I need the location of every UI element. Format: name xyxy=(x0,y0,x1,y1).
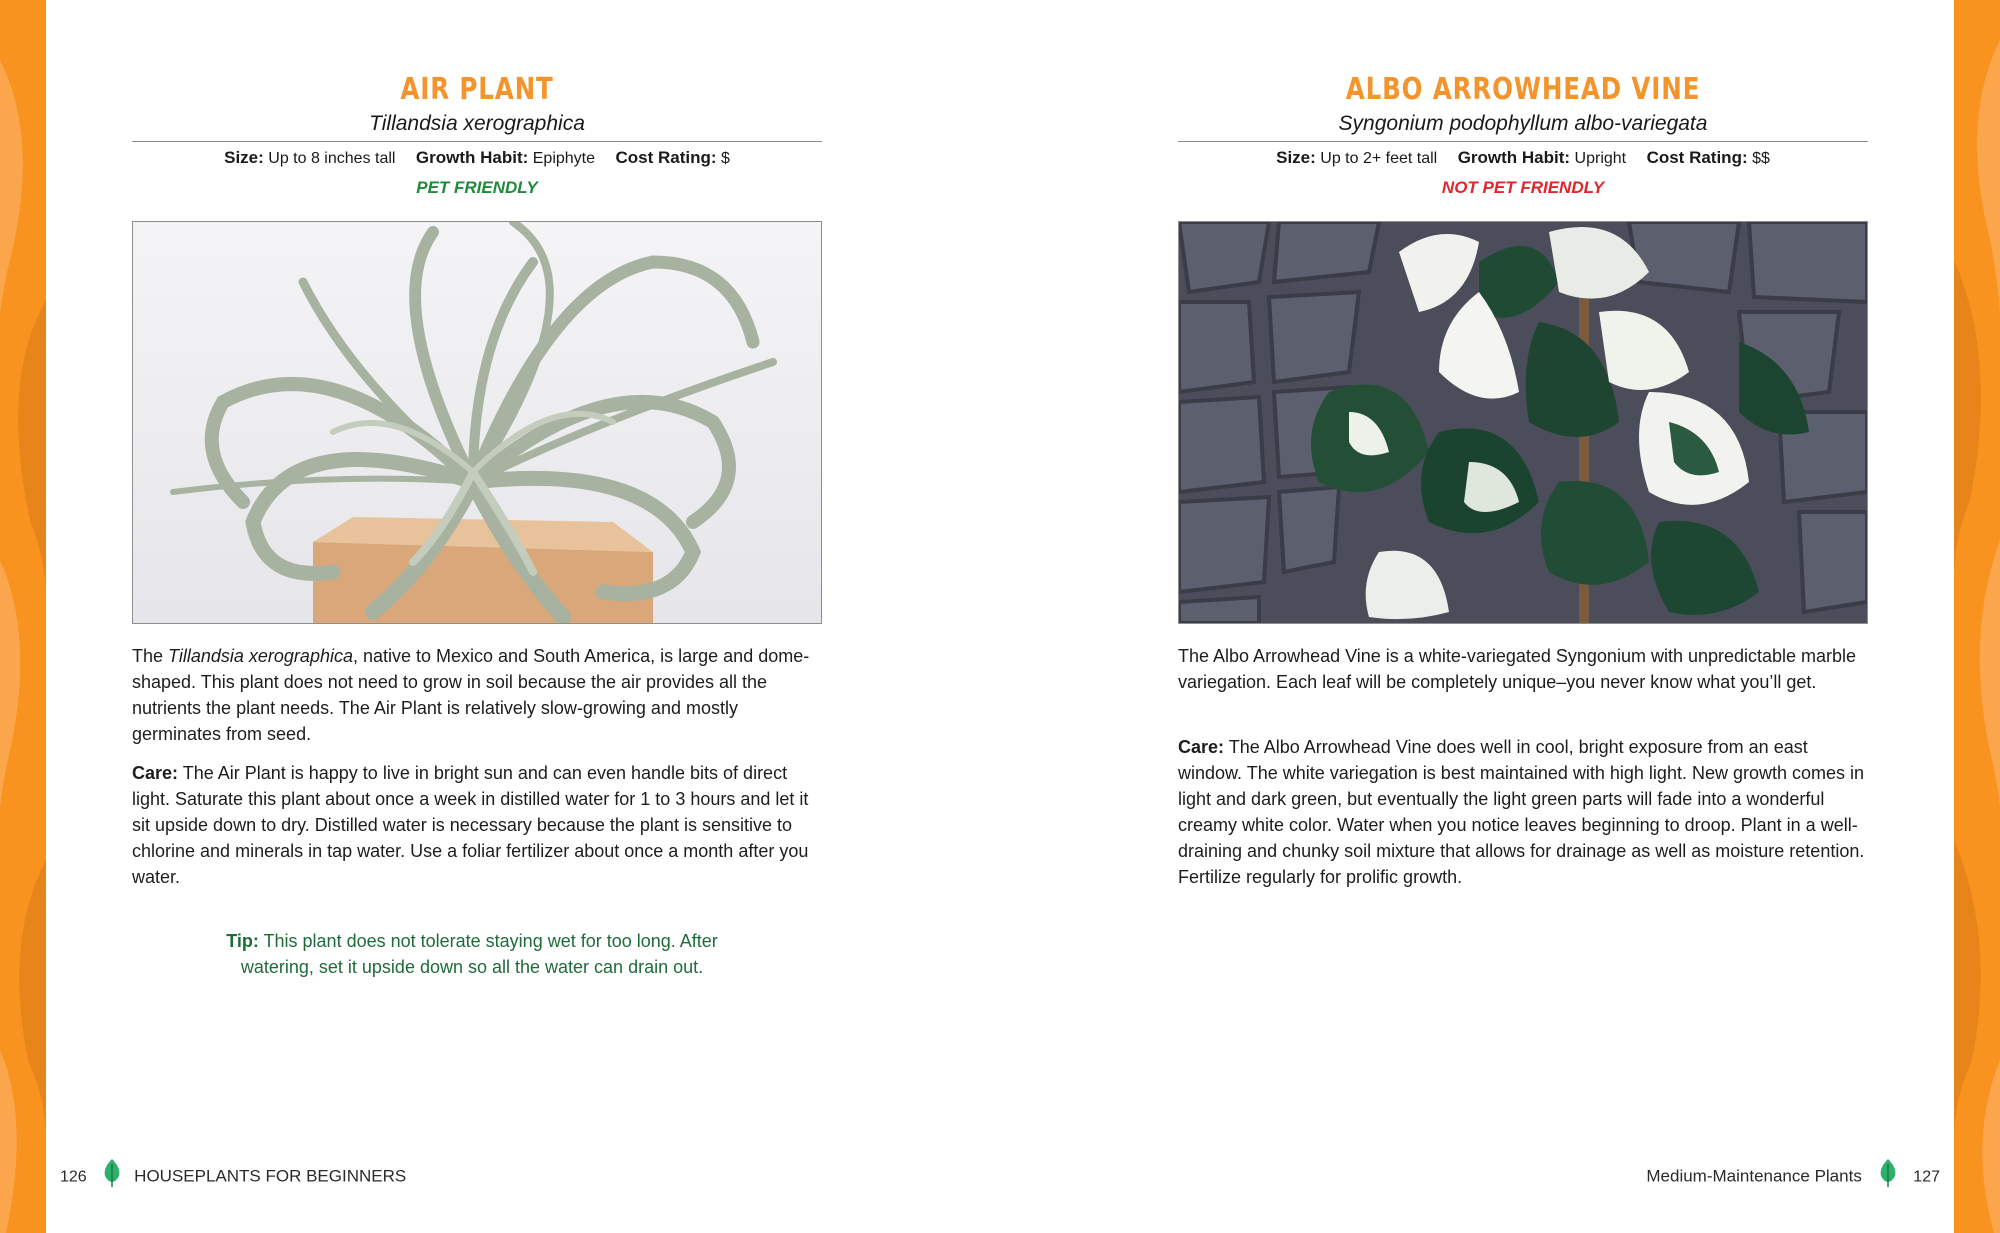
page-number: 126 xyxy=(60,1168,87,1186)
tip-text: This plant does not tolerate staying wet for too long. After watering, set it upside down so all the water can drain out. xyxy=(240,931,718,977)
right-footer xyxy=(1646,1158,1940,1196)
care-paragraph xyxy=(1178,734,1868,890)
tip-box xyxy=(202,928,742,980)
pet-status: PET FRIENDLY xyxy=(416,178,538,197)
chapter-title: Medium-Maintenance Plants xyxy=(1646,1166,1862,1186)
albo-arrowhead-vine-photo xyxy=(1178,221,1868,624)
left-decorative-stripe xyxy=(0,0,46,1233)
plant-title: AIR PLANT xyxy=(400,72,554,107)
size-value: Up to 8 inches tall xyxy=(268,150,396,167)
plant-description xyxy=(132,643,822,747)
care-text: The Albo Arrowhead Vine does well in cool, bright exposure from an east window. The white variegation is best maintained with high light. New growth comes in light and dark green, but eventually the light green parts will fade into a wonderful creamy white color. Water when you notice leaves beginning to droop. Plant in a well-draining and chunky soil mixture that allows for drainage as well as moisture retention. Fertilize regularly for prolific growth. xyxy=(1178,737,1865,887)
growth-habit-value: Epiphyte xyxy=(532,150,596,167)
size-value: Up to 2+ feet tall xyxy=(1320,150,1438,167)
title-divider xyxy=(132,141,822,142)
tip-label: Tip: xyxy=(226,931,259,951)
book-title: HOUSEPLANTS FOR BEGINNERS xyxy=(134,1166,407,1186)
plant-description: The Albo Arrowhead Vine is a white-variegated Syngonium with unpredictable marble variegation. Each leaf will be completely unique–you never know what you’ll get. xyxy=(1178,646,1857,692)
description-text: , native to Mexico and South America, is large and dome-shaped. This plant does not need to grow in soil because the air provides all the nutrients the plant needs. The Air Plant is relatively slow-growing and mostly germinates from seed. xyxy=(132,646,810,744)
description-scientific-name: Tillandsia xerographica xyxy=(168,646,353,666)
care-label: Care: xyxy=(132,763,179,783)
care-paragraph xyxy=(132,760,822,890)
left-page xyxy=(132,0,822,1233)
plant-specs xyxy=(1178,145,1868,172)
title-divider xyxy=(1178,141,1868,142)
cost-rating-label: Cost Rating: xyxy=(615,148,717,167)
scientific-name: Syngonium podophyllum albo-variegata xyxy=(1338,112,1708,135)
right-decorative-stripe xyxy=(1954,0,2000,1233)
right-page xyxy=(1178,0,1868,1233)
size-label: Size: xyxy=(224,148,264,167)
care-text: The Air Plant is happy to live in bright sun and can even handle bits of direct light. Saturate this plant about once a week in distilled water for 1 to 3 hours and let it sit upside down to dry. Distilled water is necessary because the plant is sensitive to chlorine and minerals in tap water. Use a foliar fertilizer about once a month after you water. xyxy=(132,763,809,887)
care-label: Care: xyxy=(1178,737,1225,757)
growth-habit-label: Growth Habit: xyxy=(415,148,529,167)
leaf-icon xyxy=(103,1158,121,1196)
leaf-icon xyxy=(1879,1158,1897,1196)
growth-habit-value: Upright xyxy=(1574,150,1627,167)
scientific-name: Tillandsia xerographica xyxy=(369,112,585,135)
cost-rating-label: Cost Rating: xyxy=(1646,148,1748,167)
page-number: 127 xyxy=(1913,1168,1940,1186)
size-label: Size: xyxy=(1276,148,1316,167)
description-intro: The xyxy=(132,646,169,666)
cost-rating-value: $$ xyxy=(1752,150,1770,167)
left-footer xyxy=(60,1158,406,1196)
air-plant-photo xyxy=(132,221,822,624)
plant-specs xyxy=(132,145,822,172)
plant-title: ALBO ARROWHEAD VINE xyxy=(1345,72,1701,107)
cost-rating-value: $ xyxy=(720,150,730,167)
pet-status: NOT PET FRIENDLY xyxy=(1441,178,1605,197)
growth-habit-label: Growth Habit: xyxy=(1457,148,1571,167)
